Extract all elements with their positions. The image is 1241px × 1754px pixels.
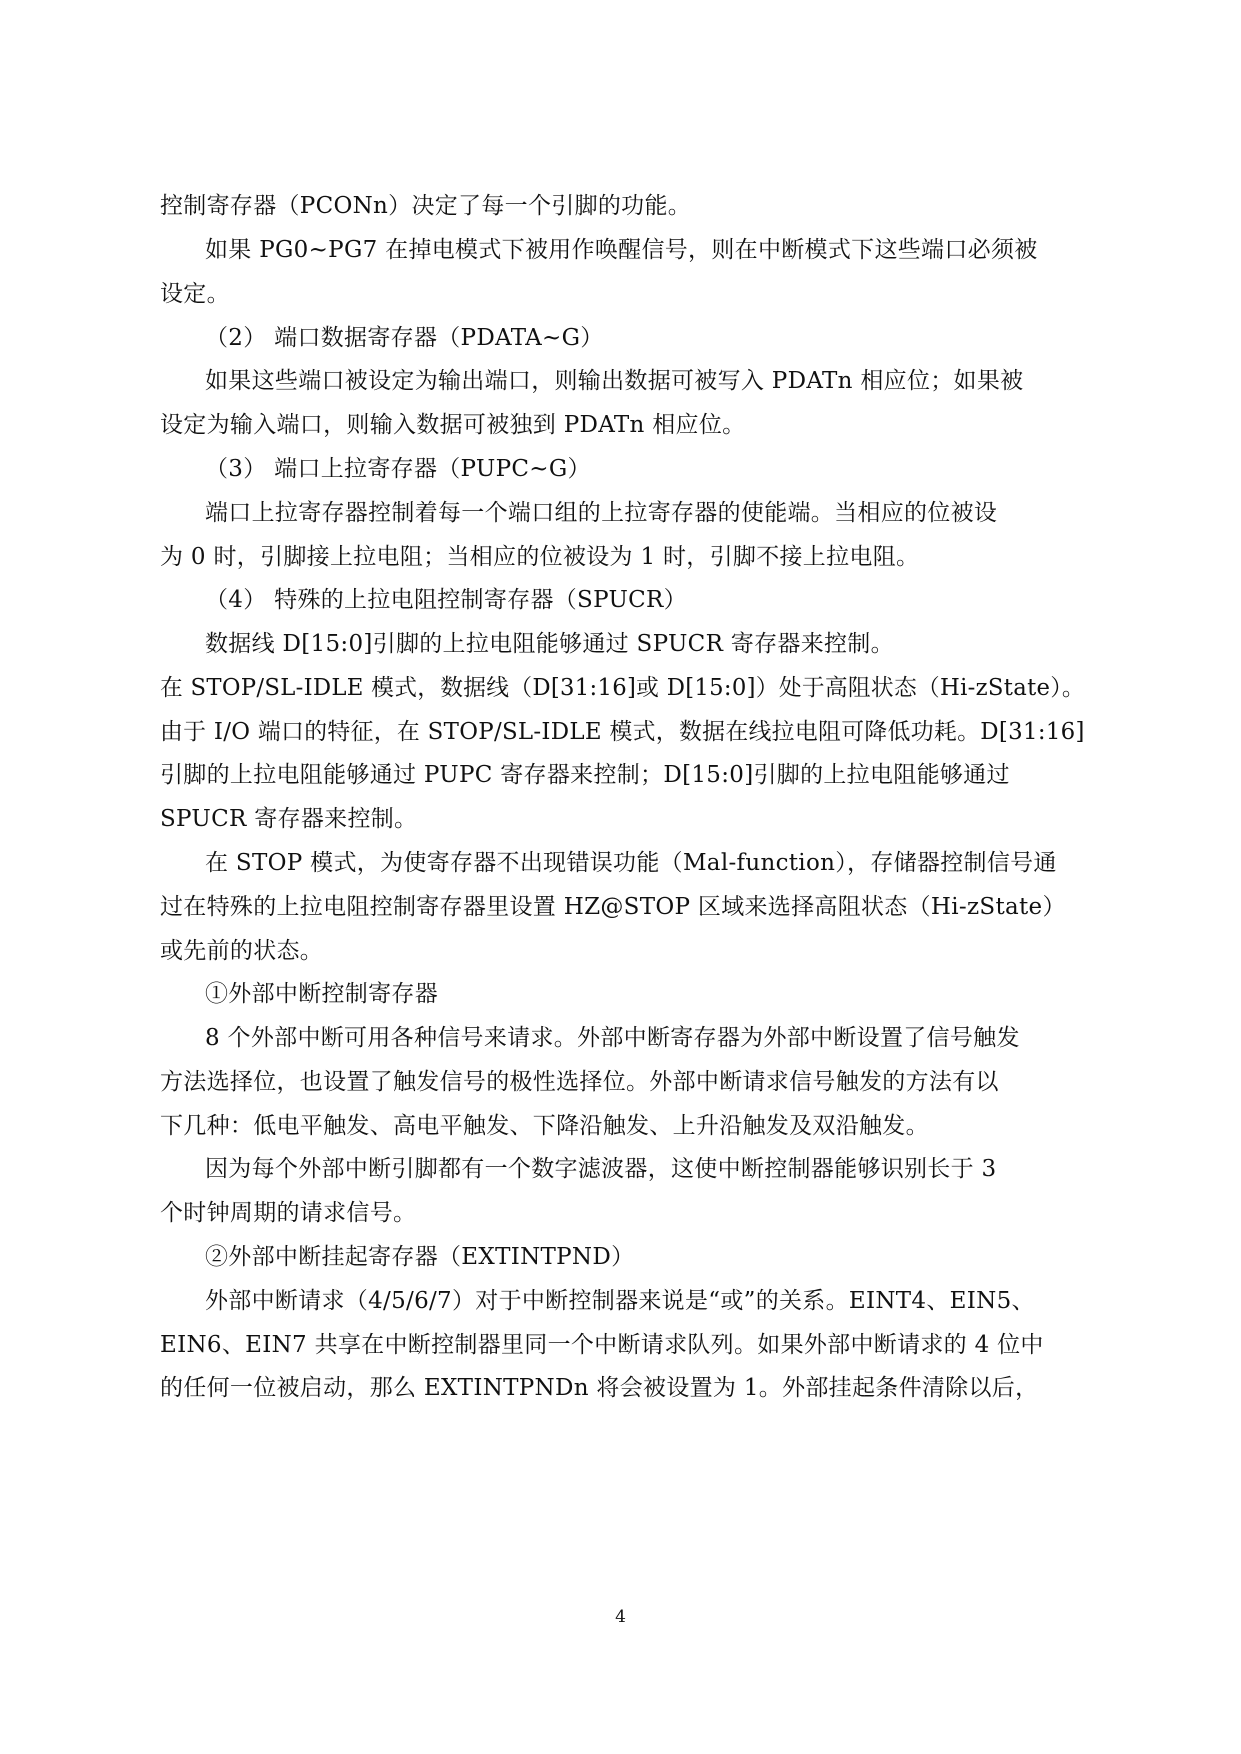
text-line: 在 STOP/SL-IDLE 模式，数据线（D[31:16]或 D[15:0]）处于高阻状态（Hi-zState）。 bbox=[160, 675, 1085, 701]
text-line: 个时钟周期的请求信号。 bbox=[160, 1200, 417, 1226]
text-line: 如果 PG0~PG7 在掉电模式下被用作唤醒信号，则在中断模式下这些端口必须被 bbox=[205, 237, 1038, 263]
text-line: 下几种：低电平触发、高电平触发、下降沿触发、上升沿触发及双沿触发。 bbox=[160, 1113, 929, 1139]
text-line: 8 个外部中断可用各种信号来请求。外部中断寄存器为外部中断设置了信号触发 bbox=[205, 1025, 1020, 1051]
section-heading: （4） 特殊的上拉电阻控制寄存器（SPUCR） bbox=[205, 587, 687, 613]
text-line: 外部中断请求（4/5/6/7）对于中断控制器来说是“或”的关系。EINT4、EIN5、 bbox=[205, 1288, 1035, 1314]
text-line: SPUCR 寄存器来控制。 bbox=[160, 806, 418, 832]
text-line: 端口上拉寄存器控制着每一个端口组的上拉寄存器的使能端。当相应的位被设 bbox=[205, 500, 998, 526]
page-number: 4 bbox=[615, 1607, 626, 1627]
text-line: 因为每个外部中断引脚都有一个数字滤波器，这使中断控制器能够识别长于 3 bbox=[205, 1156, 997, 1182]
section-heading: ②外部中断挂起寄存器（EXTINTPND） bbox=[205, 1244, 635, 1270]
text-line: 方法选择位，也设置了触发信号的极性选择位。外部中断请求信号触发的方法有以 bbox=[160, 1069, 999, 1095]
text-line: 为 0 时，引脚接上拉电阻；当相应的位被设为 1 时，引脚不接上拉电阻。 bbox=[160, 544, 920, 570]
text-line: 引脚的上拉电阻能够通过 PUPC 寄存器来控制；D[15:0]引脚的上拉电阻能够通过 bbox=[160, 762, 1010, 788]
text-line: 如果这些端口被设定为输出端口，则输出数据可被写入 PDATn 相应位；如果被 bbox=[205, 368, 1024, 394]
text-line: EIN6、EIN7 共享在中断控制器里同一个中断请求队列。如果外部中断请求的 4 位中 bbox=[160, 1332, 1044, 1358]
text-line: 设定为输入端口，则输入数据可被独到 PDATn 相应位。 bbox=[160, 412, 746, 438]
section-heading: （2） 端口数据寄存器（PDATA~G） bbox=[205, 325, 604, 351]
text-line: 设定。 bbox=[160, 281, 230, 307]
text-line: 在 STOP 模式，为使寄存器不出现错误功能（Mal-function），存储器控制信号通 bbox=[205, 850, 1057, 876]
section-heading: （3） 端口上拉寄存器（PUPC~G） bbox=[205, 456, 591, 482]
text-line: 数据线 D[15:0]引脚的上拉电阻能够通过 SPUCR 寄存器来控制。 bbox=[205, 631, 894, 657]
text-line: 由于 I/O 端口的特征，在 STOP/SL-IDLE 模式，数据在线拉电阻可降低功耗。D[31:16] bbox=[160, 719, 1085, 745]
text-line: 或先前的状态。 bbox=[160, 938, 324, 964]
text-line: 过在特殊的上拉电阻控制寄存器里设置 HZ@STOP 区域来选择高阻状态（Hi-zState） bbox=[160, 894, 1066, 920]
text-line: 的任何一位被启动，那么 EXTINTPNDn 将会被设置为 1。外部挂起条件清除以后， bbox=[160, 1375, 1039, 1401]
text-line: 控制寄存器（PCONn）决定了每一个引脚的功能。 bbox=[160, 193, 692, 219]
section-heading: ①外部中断控制寄存器 bbox=[205, 981, 438, 1007]
